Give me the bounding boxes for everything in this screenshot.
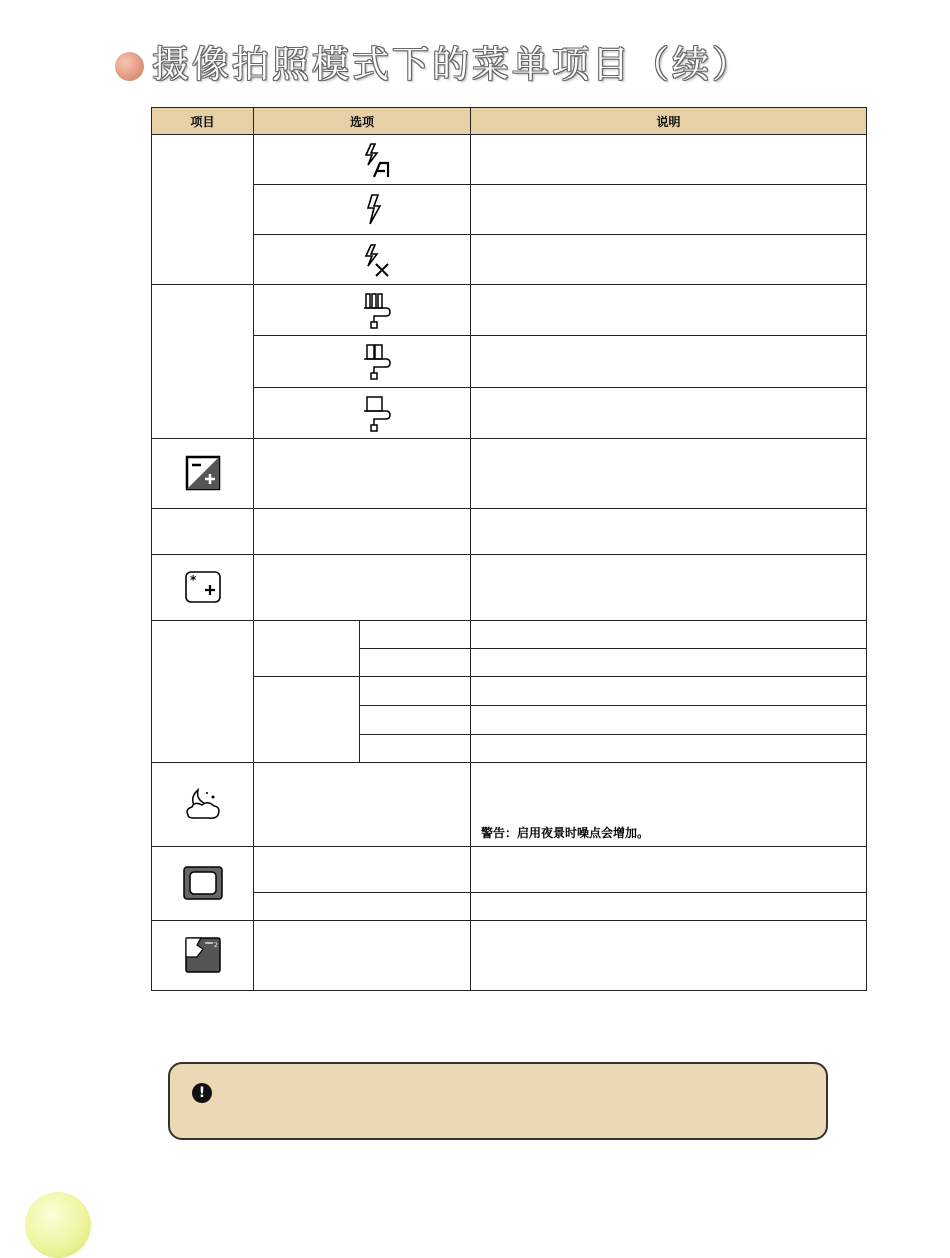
burst-three-icon	[254, 290, 494, 330]
table-row	[152, 336, 867, 387]
svg-text:*: *	[189, 573, 196, 588]
option-cell	[254, 235, 471, 285]
description-cell	[471, 706, 867, 735]
option-cell	[254, 554, 471, 620]
description-cell	[471, 763, 867, 846]
header-description: 说明	[471, 108, 867, 135]
effect-item-cell	[152, 920, 254, 990]
header-item: 项目	[152, 108, 254, 135]
description-cell	[471, 336, 867, 387]
description-cell	[471, 235, 867, 285]
sub-option-cell	[360, 621, 471, 649]
table-row	[152, 438, 867, 508]
table-row	[152, 185, 867, 235]
description-cell	[471, 185, 867, 235]
night-item-cell	[152, 763, 254, 846]
frame-item-cell	[152, 846, 254, 920]
item-cell	[152, 621, 254, 763]
description-cell	[471, 677, 867, 706]
option-cell	[254, 336, 471, 387]
option-cell	[254, 185, 471, 235]
description-cell	[471, 846, 867, 892]
description-cell	[471, 135, 867, 185]
table-row	[152, 285, 867, 336]
option-cell	[254, 508, 471, 554]
description-cell	[471, 438, 867, 508]
flash-off-icon	[254, 242, 494, 278]
table-header-row	[152, 108, 867, 135]
flash-auto-icon	[254, 140, 494, 180]
brightness-adjust-icon	[183, 569, 223, 605]
table-row	[152, 387, 867, 438]
exposure-item-cell	[152, 438, 254, 508]
option-group-cell	[254, 621, 360, 677]
sub-option-cell	[360, 706, 471, 735]
option-cell	[254, 135, 471, 185]
exposure-compensation-icon	[184, 454, 222, 492]
menu-items-table	[151, 107, 867, 991]
exclamation-icon: !	[192, 1083, 212, 1103]
flash-on-icon	[254, 192, 494, 228]
option-cell	[254, 438, 471, 508]
description-cell	[471, 621, 867, 649]
burst-single-icon	[254, 393, 494, 433]
description-cell	[471, 554, 867, 620]
frame-border-icon	[182, 865, 224, 901]
page-number-dot	[25, 1192, 91, 1234]
brightness-item-cell	[152, 554, 254, 620]
option-cell	[254, 920, 471, 990]
option-cell	[254, 846, 471, 892]
page-title: 摄像拍照模式下的菜单项目（续）	[152, 43, 752, 86]
description-cell	[471, 285, 867, 336]
sub-option-cell	[360, 677, 471, 706]
flash-item-cell	[152, 135, 254, 285]
table-row	[152, 846, 867, 892]
table-row	[152, 135, 867, 185]
table-row	[152, 235, 867, 285]
table-row	[152, 920, 867, 990]
description-cell	[471, 508, 867, 554]
photo-effect-icon	[183, 935, 223, 975]
option-cell	[254, 892, 471, 920]
table-row	[152, 554, 867, 620]
header-option: 选项	[254, 108, 471, 135]
burst-item-cell	[152, 285, 254, 438]
description-cell	[471, 649, 867, 677]
option-group-cell	[254, 677, 360, 763]
description-cell	[471, 892, 867, 920]
sub-option-cell	[360, 735, 471, 763]
svg-text:2: 2	[213, 942, 218, 950]
description-cell	[471, 735, 867, 763]
table-row	[152, 763, 867, 846]
sub-option-cell	[360, 649, 471, 677]
note-box	[168, 1062, 828, 1140]
night-mode-icon	[182, 785, 224, 823]
night-warning-text: 警告：启用夜景时噪点会增加。	[481, 825, 650, 840]
table-row	[152, 508, 867, 554]
title-bullet-icon	[115, 52, 144, 81]
item-cell	[152, 508, 254, 554]
table-row	[152, 621, 867, 649]
description-cell	[471, 387, 867, 438]
table-row	[152, 677, 867, 706]
description-cell	[471, 920, 867, 990]
option-cell	[254, 387, 471, 438]
burst-two-icon	[254, 341, 494, 381]
option-cell	[254, 763, 471, 846]
table-row	[152, 892, 867, 920]
option-cell	[254, 285, 471, 336]
